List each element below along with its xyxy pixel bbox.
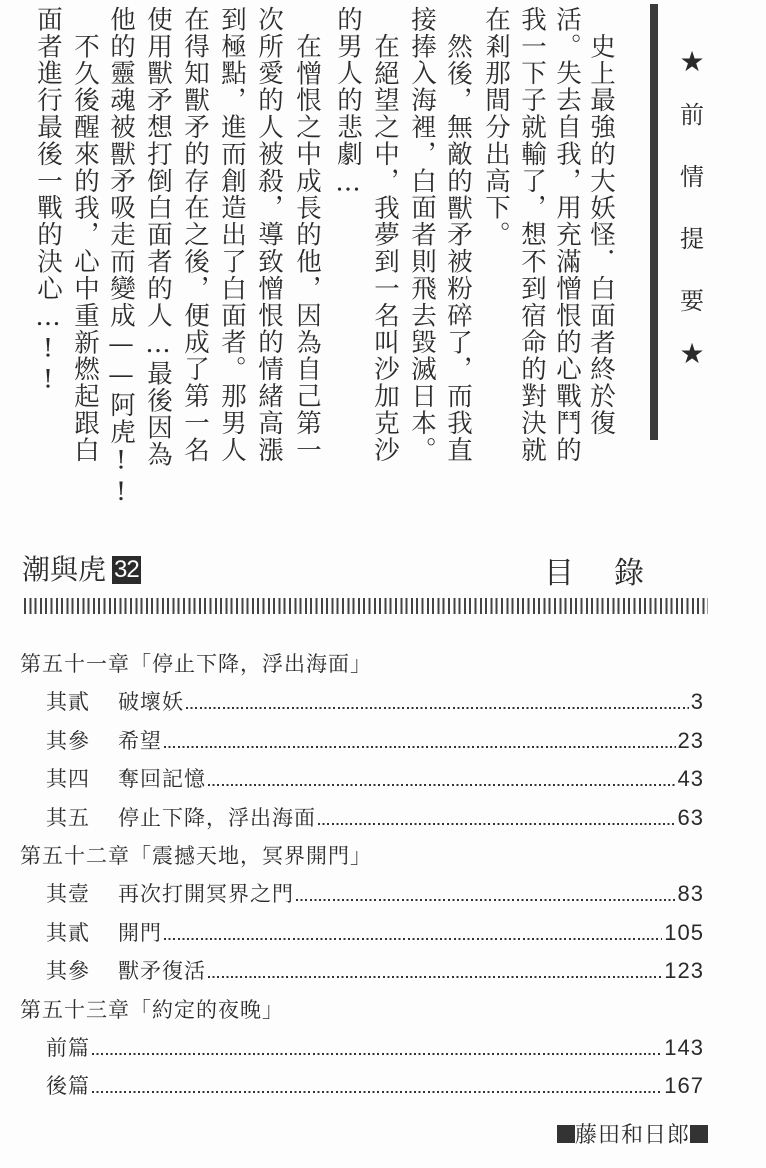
dot-leader	[296, 899, 676, 901]
entry-part: 其貳	[46, 920, 90, 945]
entry-name: 破壞妖	[118, 690, 184, 714]
summary-heading	[672, 40, 712, 376]
summary-column: 然後，無敵的獸矛被粉碎了，而我直	[443, 33, 473, 464]
heading-char: 情	[680, 163, 704, 191]
dot-leader	[164, 938, 662, 940]
summary-column: 在憎恨之中成長的他，因為自己第一	[292, 33, 322, 464]
toc-entry[interactable]	[20, 686, 704, 725]
entry-page: 3	[690, 689, 704, 714]
decorative-tick-rule	[24, 598, 708, 614]
entry-page: 43	[677, 766, 704, 791]
square-ornament-icon	[690, 1125, 708, 1143]
toc-entry[interactable]	[20, 1032, 704, 1071]
series-title	[22, 548, 141, 588]
entry-part: 前篇	[46, 1035, 90, 1060]
entry-page: 83	[677, 881, 704, 906]
table-of-contents	[20, 648, 704, 1109]
author-credit	[557, 1118, 708, 1149]
entry-page: 123	[664, 958, 704, 983]
entry-name: 奪回記憶	[118, 767, 206, 791]
entry-name: 再次打開冥界之門	[118, 882, 294, 906]
entry-page: 143	[664, 1034, 704, 1060]
chapter-title[interactable]: 第五十二章「震撼天地，冥界開門」	[20, 844, 372, 868]
entry-part: 其五	[46, 805, 90, 830]
toc-entry[interactable]	[20, 802, 704, 841]
summary-column: 到極點，進而創造出了白面者。那男人	[217, 6, 247, 464]
entry-part: 後篇	[46, 1074, 90, 1098]
author-name: 藤田和日郎	[574, 1123, 690, 1148]
entry-page: 63	[677, 804, 704, 830]
divider-bar	[650, 4, 658, 440]
star-icon: ★	[679, 337, 705, 370]
previous-story-summary	[0, 0, 766, 509]
toc-entry[interactable]	[20, 917, 704, 956]
toc-entry[interactable]	[20, 1070, 704, 1109]
summary-column: 史上最強的大妖怪．白面者終於復	[586, 33, 616, 437]
summary-column: 在剎那間分出高下。	[481, 6, 511, 249]
square-ornament-icon	[557, 1125, 575, 1143]
toc-entry[interactable]	[20, 878, 704, 917]
dot-leader	[92, 1091, 662, 1093]
series-name: 潮與虎	[22, 553, 107, 586]
summary-column: 在絕望之中，我夢到一名叫沙加克沙	[370, 33, 400, 464]
dot-leader	[186, 707, 689, 709]
toc-entry[interactable]	[20, 955, 704, 994]
summary-column: 他的靈魂被獸矛吸走而變成——阿虎!!	[106, 6, 136, 509]
entry-part: 其四	[46, 767, 90, 791]
summary-column: 面者進行最後一戰的決心…!!	[33, 6, 63, 397]
volume-badge: 32	[114, 556, 139, 583]
entry-name: 開門	[118, 920, 162, 945]
entry-page: 23	[677, 727, 704, 753]
summary-column: 在得知獸矛的存在之後，便成了第一名	[180, 6, 210, 464]
dot-leader	[164, 746, 676, 748]
summary-column: 我一下子就輸了，想不到宿命的對決就	[517, 6, 547, 464]
summary-column: 使用獸矛想打倒白面者的人…最後因為	[143, 6, 173, 468]
toc-title: 目錄	[544, 556, 684, 591]
summary-column: 不久後醒來的我，心中重新燃起跟白	[70, 33, 100, 464]
toc-entry[interactable]	[20, 763, 704, 802]
dot-leader	[208, 976, 662, 978]
summary-column: 活。失去自我，用充滿憎恨的心戰鬥的	[552, 6, 582, 464]
star-icon: ★	[679, 45, 705, 78]
entry-part: 其參	[46, 728, 90, 753]
chapter-title[interactable]: 第五十一章「停止下降，浮出海面」	[20, 652, 372, 676]
chapter-title[interactable]: 第五十三章「約定的夜晚」	[20, 997, 284, 1022]
entry-name: 獸矛復活	[118, 959, 206, 983]
heading-char: 前	[680, 101, 704, 129]
entry-part: 其參	[46, 959, 90, 983]
dot-leader	[318, 823, 676, 825]
entry-part: 其壹	[46, 882, 90, 906]
heading-char: 提	[680, 225, 704, 253]
summary-column: 接捧入海裡，白面者則飛去毀滅日本。	[407, 6, 437, 464]
toc-entry[interactable]	[20, 725, 704, 764]
toc-header	[22, 548, 712, 591]
entry-name: 停止下降，浮出海面	[118, 805, 316, 830]
summary-column: 次所愛的人被殺，導致憎恨的情緒高漲	[254, 6, 284, 464]
entry-part: 其貳	[46, 690, 90, 714]
dot-leader	[208, 784, 676, 786]
dot-leader	[92, 1053, 662, 1055]
summary-column: 的男人的悲劇…	[333, 6, 363, 199]
heading-char: 要	[680, 287, 704, 315]
entry-page: 105	[664, 919, 704, 945]
entry-page: 167	[664, 1073, 704, 1098]
entry-name: 希望	[118, 728, 162, 753]
